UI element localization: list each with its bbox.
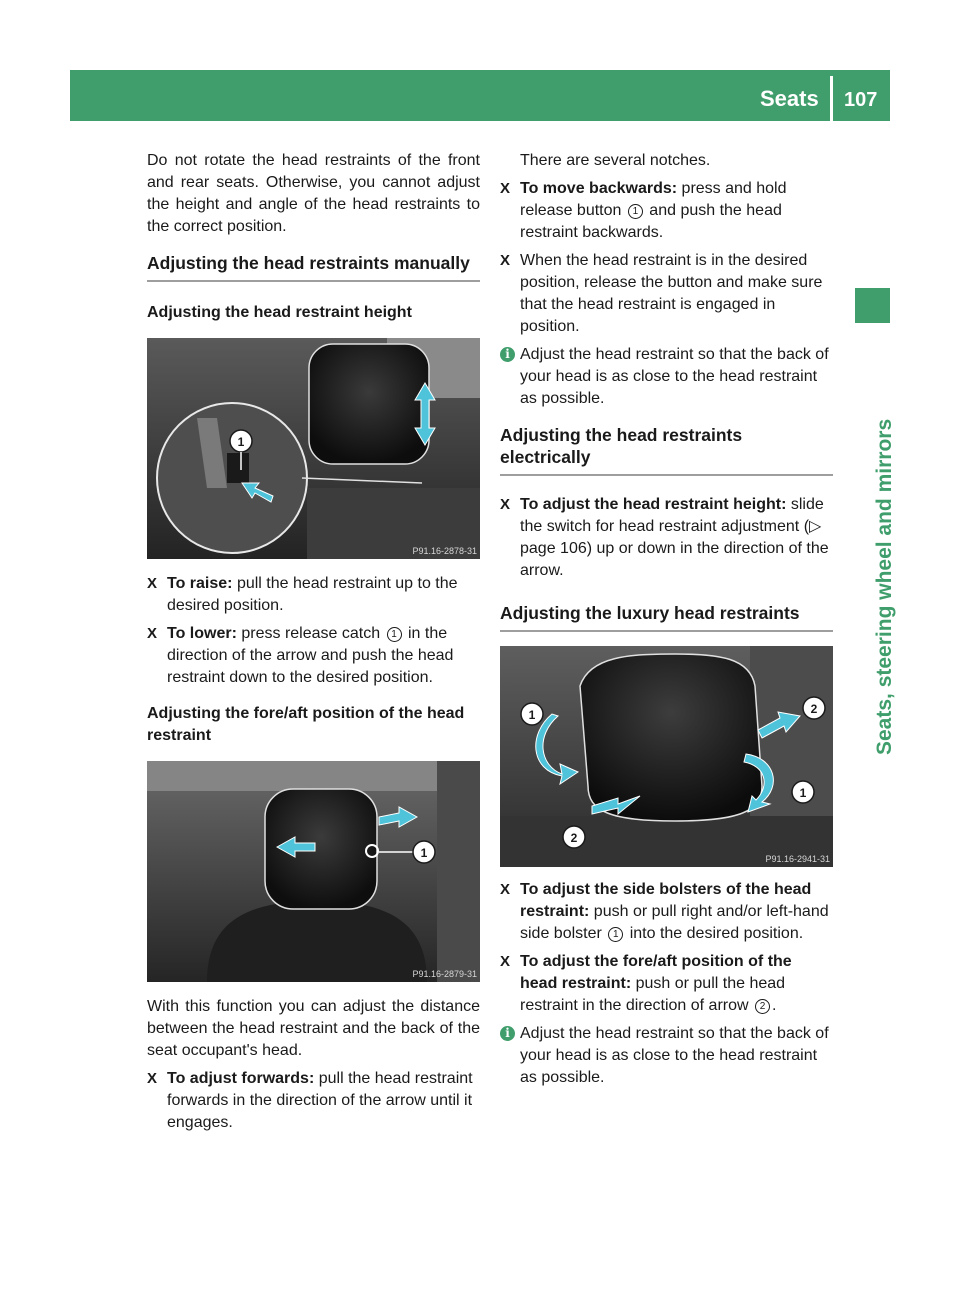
step-marker-icon: X [147, 1070, 158, 1087]
svg-text:1: 1 [528, 708, 536, 722]
page-number: 107 [844, 89, 878, 111]
step-marker-icon: X [500, 953, 511, 970]
page-reference-link[interactable]: ▷ page 106 [520, 518, 822, 557]
heading-luxury: Adjusting the luxury head restraints [500, 602, 833, 632]
figure-head-restraint-height [147, 338, 480, 559]
info-text: Adjust the head restraint so that the back of your head is as close to the head restraint as possible. [520, 346, 829, 407]
heading-height: Adjusting the head restraint height [147, 304, 412, 321]
step-marker-icon: X [147, 625, 158, 642]
step-marker-icon: X [500, 180, 511, 197]
step-text: ) up or down in the direction of the arrow. [520, 540, 829, 579]
section-title: Seats [760, 86, 819, 111]
callout-number: 1 [387, 627, 402, 642]
heading-foreaft: Adjusting the fore/aft position of the head restraint [147, 705, 465, 744]
info-note [500, 344, 833, 410]
step-height [500, 494, 833, 582]
step-luxury-foreaft [500, 951, 833, 1017]
info-icon: i [500, 1026, 515, 1041]
info-text: Adjust the head restraint so that the back of your head is as close to the head restraint as possible. [520, 1025, 829, 1086]
step-marker-icon: X [500, 881, 511, 898]
heading-electric: Adjusting the head restraints electrically [500, 424, 833, 476]
step-desired [500, 250, 833, 338]
step-text: press and hold release button [520, 180, 787, 219]
step-lead: To lower: [167, 625, 237, 642]
step-lower [147, 623, 480, 689]
step-marker-icon: X [147, 575, 158, 592]
info-note [500, 1023, 833, 1089]
figure-luxury [500, 646, 833, 867]
step-text: press release catch [236, 625, 385, 642]
step-text: push or pull the head restraint in the direction of arrow [520, 975, 786, 1014]
step-marker-icon: X [500, 496, 511, 513]
side-tab [853, 335, 896, 755]
intro-paragraph: Do not rotate the head restraints of the front and rear seats. Otherwise, you cannot adjust the height and angle of the head restraints to the correct position. [147, 152, 480, 235]
svg-text:2: 2 [810, 702, 818, 716]
step-text: into the desired position. [625, 925, 804, 942]
svg-text:1: 1 [420, 846, 428, 860]
step-bolsters [500, 879, 833, 945]
step-text: When the head restraint is in the desired position, release the button and make sure that the head restraint is engaged in position. [520, 252, 823, 335]
step-lead: To adjust the fore/aft position of the head restraint: [520, 953, 792, 992]
step-text: and push the head restraint backwards. [520, 202, 782, 241]
info-icon: i [500, 347, 515, 362]
figure-code: P91.16-2941-31 [765, 854, 830, 864]
step-text: pull the head restraint forwards in the direction of the arrow until it engages. [167, 1070, 473, 1131]
side-tab-label: Seats, steering wheel and mirrors [873, 418, 896, 755]
head-restraint-foreaft-image [147, 761, 480, 982]
foreaft-paragraph: With this function you can adjust the distance between the head restraint and the back of the seat occupant's head. [147, 998, 480, 1059]
svg-text:1: 1 [799, 786, 807, 800]
notches-text: There are several notches. [520, 152, 711, 169]
step-backwards [500, 178, 833, 244]
step-lead: To move backwards: [520, 180, 678, 197]
step-text: . [772, 997, 777, 1014]
callout-number: 1 [608, 927, 623, 942]
step-lead: To adjust forwards: [167, 1070, 315, 1087]
heading-manual: Adjusting the head restraints manually [147, 252, 480, 282]
luxury-head-restraint-image [500, 646, 833, 867]
figure-code: P91.16-2878-31 [412, 546, 477, 556]
side-marker [855, 288, 890, 323]
right-column [500, 150, 833, 1089]
callout-number: 1 [628, 204, 643, 219]
step-text: push or pull right and/or left-hand side bolster [520, 903, 829, 942]
step-text: slide the switch for head restraint adjustment ( [520, 496, 824, 535]
step-text: in the direction of the arrow and push the head restraint down to the desired position. [167, 625, 454, 686]
step-marker-icon: X [500, 252, 511, 269]
figure-code: P91.16-2879-31 [412, 969, 477, 979]
callout-number: 2 [755, 999, 770, 1014]
header-divider [830, 76, 833, 121]
left-column [147, 150, 480, 1134]
head-restraint-height-image [147, 338, 480, 559]
svg-text:1: 1 [237, 435, 245, 449]
figure-foreaft [147, 761, 480, 982]
step-lead: To adjust the side bolsters of the head restraint: [520, 881, 812, 920]
step-forwards [147, 1068, 480, 1134]
step-lead: To raise: [167, 575, 233, 592]
step-raise [147, 573, 480, 617]
step-lead: To adjust the head restraint height: [520, 496, 787, 513]
svg-text:2: 2 [570, 831, 578, 845]
step-text: pull the head restraint up to the desired position. [167, 575, 458, 614]
